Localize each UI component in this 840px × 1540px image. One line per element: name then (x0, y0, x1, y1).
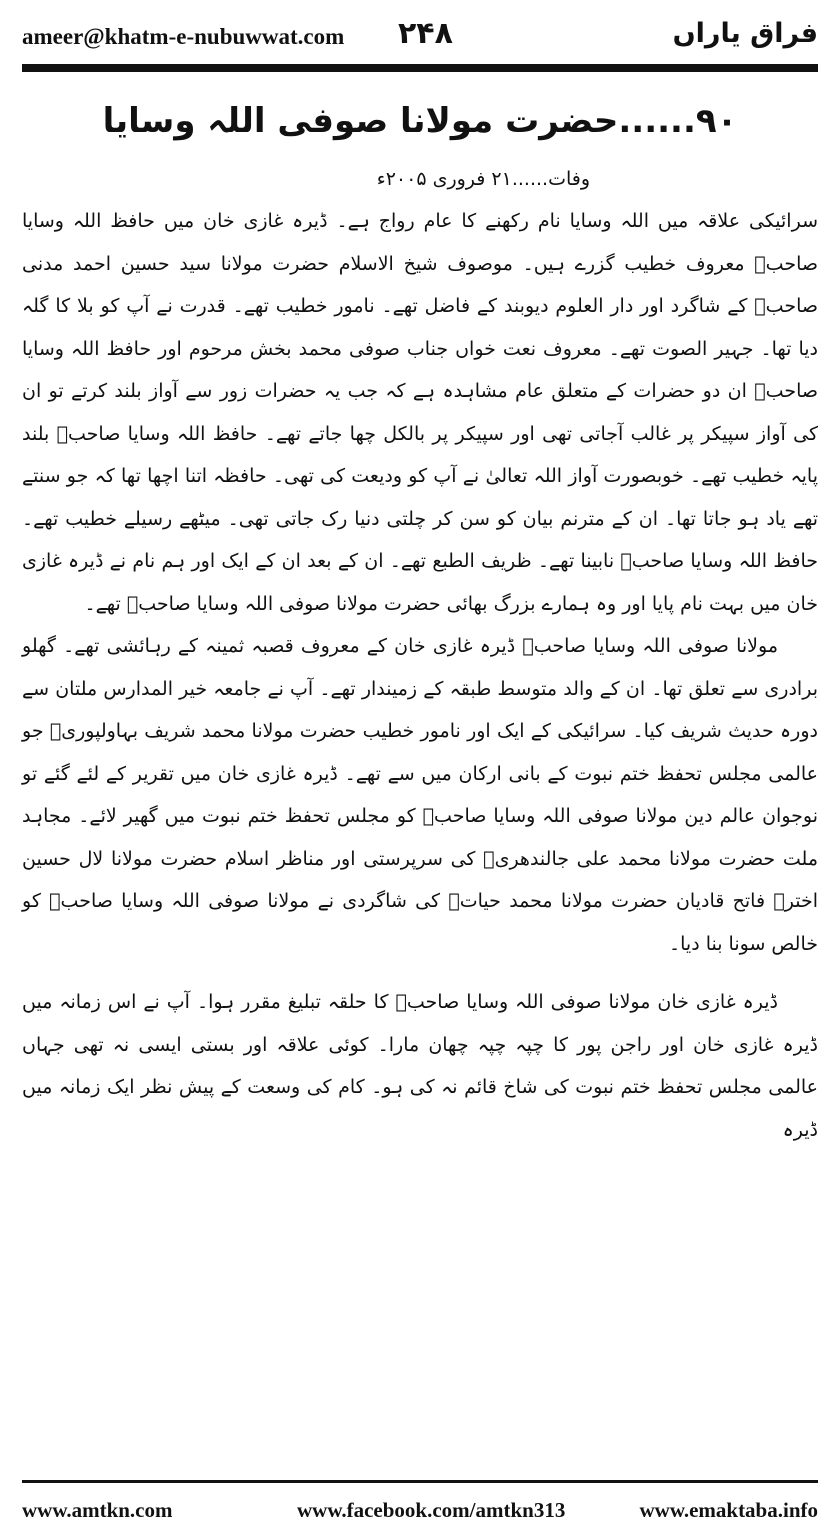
book-title: فراق یاراں (672, 18, 818, 49)
header-email: ameer@khatm-e-nubuwwat.com (22, 24, 345, 49)
footer-link-amtkn[interactable]: www.amtkn.com (22, 1498, 173, 1522)
footer-link-emaktaba[interactable]: www.emaktaba.info (639, 1498, 818, 1522)
header-rule (22, 64, 818, 72)
paragraph: مولانا صوفی اللہ وسایا صاحبؒ ڈیرہ غازی خان کے معروف قصبہ ثمینہ کے رہائشی تھے۔ گھلو برادری سے تعلق تھا۔ ان کے والد متوسط طبقہ کے زمیندار تھے۔ آپ نے جامعہ خیر المدارس ملتان سے دورہ حدیث شریف کیا۔ سرائیکی کے ایک اور نامور خطیب حضرت مولانا محمد شریف بہاولپوریؒ جو عالمی مجلس تحفظ ختم نبوت کے بانی ارکان میں سے تھے۔ ڈیرہ غازی خان میں تقریر کے لئے گئے تو نوجوان عالم دین مولانا صوفی اللہ وسایا صاحبؒ کو مجلس تحفظ ختم نبوت میں گھیر لائے۔ مجاہد ملت حضرت مولانا محمد علی جالندھریؒ کی سرپرستی اور مناظر اسلام حضرت مولانا لال حسین اخترؒ فاتح قادیان حضرت مولانا محمد حیاتؒ کی شاگردی نے مولانا صوفی اللہ وسایا صاحبؒ کو خالص سونا بنا دیا۔ (22, 635, 818, 955)
page-number: ۲۴۸ (398, 16, 453, 51)
death-date-line: وفات......۲۱ فروری ۲۰۰۵ء (376, 168, 590, 190)
page-footer (22, 1498, 818, 1528)
footer-link-facebook[interactable]: www.facebook.com/amtkn313 (297, 1498, 566, 1522)
paragraph: ڈیرہ غازی خان مولانا صوفی اللہ وسایا صاحبؒ کا حلقہ تبلیغ مقرر ہوا۔ آپ نے اس زمانہ میں ڈیرہ غازی خان اور راجن پور کا چپہ چپہ چھان مارا۔ کوئی علاقہ اور بستی ایسی نہ تھی جہاں عالمی مجلس تحفظ ختم نبوت کی شاخ قائم نہ کی ہو۔ کام کی وسعت کے پیش نظر ایک زمانہ میں ڈیرہ (22, 991, 818, 1141)
paragraph: سرائیکی علاقہ میں اللہ وسایا نام رکھنے کا عام رواج ہے۔ ڈیرہ غازی خان میں حافظ اللہ وسایا صاحبؒ معروف خطیب گزرے ہیں۔ موصوف شیخ الاسلام حضرت مولانا سید حسین احمد مدنی صاحبؒ کے شاگرد اور دار العلوم دیوبند کے فاضل تھے۔ نامور خطیب تھے۔ قدرت نے آپ کو بلا کا گلہ دیا تھا۔ جہیر الصوت تھے۔ معروف نعت خواں جناب صوفی محمد بخش مرحوم اور حافظ اللہ وسایا صاحبؒ ان دو حضرات کے متعلق عام مشاہدہ ہے کہ جب یہ حضرات زور سے آواز بلند کرتے تو ان کی آواز سپیکر پر غالب آجاتی تھی اور سپیکر پر بالکل چھا جاتے تھے۔ حافظ اللہ وسایا صاحبؒ بلند پایہ خطیب تھے۔ خوبصورت آواز اللہ تعالیٰ نے آپ کو ودیعت کی تھی۔ حافظہ اتنا اچھا تھا کہ جو سنتے تھے یاد ہو جاتا تھا۔ ان کے مترنم بیان کو سن کر چلتی دنیا رک جاتی تھی۔ میٹھے رسیلے خطیب تھے۔ حافظ اللہ وسایا صاحبؒ نابینا تھے۔ ظریف الطبع تھے۔ ان کے بعد ان کے ایک اور ہم نام نے ڈیرہ غازی خان میں بہت نام پایا اور وہ ہمارے بزرگ بھائی حضرت مولانا صوفی اللہ وسایا صاحبؒ تھے۔ (22, 210, 818, 615)
article-body (22, 200, 818, 1151)
article-heading: ۹۰......حضرت مولانا صوفی اللہ وسایا (102, 101, 738, 141)
page-header (22, 12, 818, 60)
footer-rule (22, 1480, 818, 1483)
